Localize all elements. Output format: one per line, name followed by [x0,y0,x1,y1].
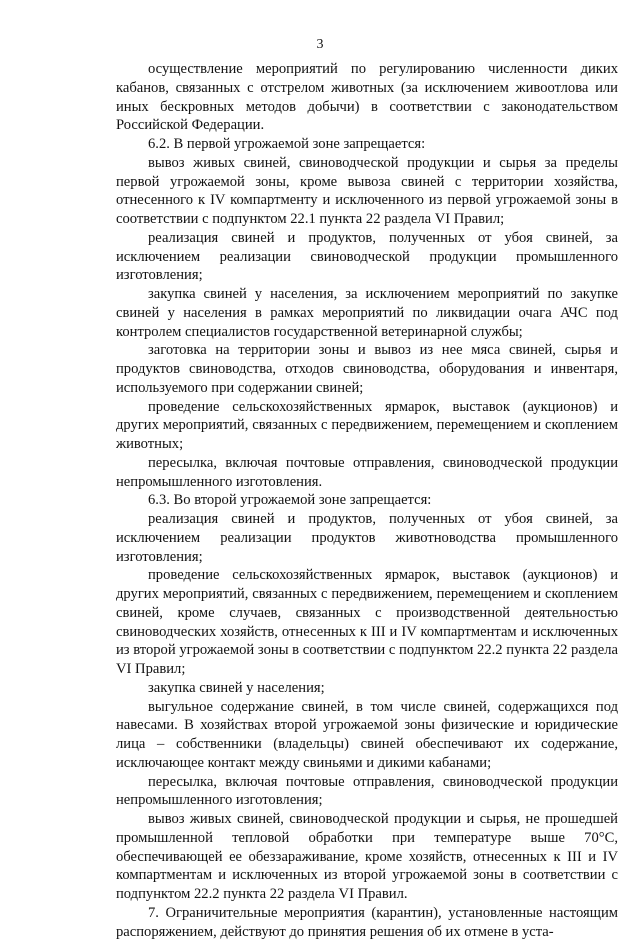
paragraph-7-quarantine: 7. Ограничительные мероприятия (карантин), установленные настоящим распоряжением, действуют до принятия решения об их отмене в уста- [116,904,618,940]
paragraph-6-3-fairs-ban: проведение сельскохозяйственных ярмарок, выставок (аукционов) и других мероприятий, связанных с передвижением, перемещением и скоплением свиней, кроме случаев, связанных с производственной деятельностью свиноводческих хозяйств, отнесенных к III и IV компартментам и исключенных из второй угрожаемой зоны в соответствии с подпунктом 22.2 пункта 22 раздела VI Правил; [116,567,618,677]
paragraph-6-2-fairs-ban: проведение сельскохозяйственных ярмарок, выставок (аукционов) и других мероприятий, связанных с передвижением, перемещением и скоплением животных; [116,398,618,452]
paragraph-6-3-export-ban: вывоз живых свиней, свиноводческой продукции и сырья, не прошедшей промышленной тепловой обработки при температуре выше 70°С, обеспечивающей ее обеззараживание, кроме хозяйств, отнесенных к III и IV компартментам и исключенных из второй угрожаемой зоны в соответствии с подпунктом 22.2 пункта 22 раздела VI Правил. [116,811,618,902]
heading-6-2: 6.2. В первой угрожаемой зоне запрещается: [148,136,426,152]
document-body [116,60,618,941]
paragraph-6-2-export-ban: вывоз живых свиней, свиноводческой продукции и сырья за пределы первой угрожаемой зоны, кроме вывоза свиней с территории хозяйства, отнесенного к IV компартменту и исключенного из первой угрожаемой зоны в соответствии с подпунктом 22.1 пункта 22 раздела VI Правил; [116,154,618,227]
paragraph-6-3-purchase-ban: закупка свиней у населения; [148,679,325,696]
page-number: 3 [316,37,324,52]
paragraph-6-2-procurement-ban: заготовка на территории зоны и вывоз из нее мяса свиней, сырья и продуктов свиноводства, отходов свиноводства, оборудования и инвентаря, используемого при содержании свиней; [116,342,618,396]
paragraph-6-2-mail-ban: пересылка, включая почтовые отправления, свиноводческой продукции непромышленного изготовления. [116,454,618,490]
heading-6-3: 6.3. Во второй угрожаемой зоне запрещается: [148,492,432,509]
paragraph-6-3-sale-ban: реализация свиней и продуктов, полученных от убоя свиней, за исключением реализации продуктов животноводства промышленного изготовления; [116,511,618,565]
paragraph-6-3-mail-ban: пересылка, включая почтовые отправления, свиноводческой продукции непромышленного изготовления; [116,773,618,809]
paragraph-wild-boar-regulation: осуществление мероприятий по регулированию численности диких кабанов, связанных с отстрелом животных (за исключением живоотлова или иных бескровных методов добычи) в соответствии с законодательством Российской Федерации. [116,61,618,134]
paragraph-6-3-free-range-ban: выгульное содержание свиней, в том числе свиней, содержащихся под навесами. В хозяйствах второй угрожаемой зоны физические и юридические лица – собственники (владельцы) свиней обеспечивают их содержание, исключающее контакт между свиньями и дикими кабанами; [116,698,618,771]
paragraph-6-2-sale-ban: реализация свиней и продуктов, полученных от убоя свиней, за исключением реализации свиноводческой продукции промышленного изготовления; [116,229,618,284]
paragraph-6-2-purchase-ban: закупка свиней у населения, за исключением мероприятий по закупке свиней у населения в рамках мероприятий по ликвидации очага АЧС под контролем специалистов государственной ветеринарной службы; [116,286,618,340]
